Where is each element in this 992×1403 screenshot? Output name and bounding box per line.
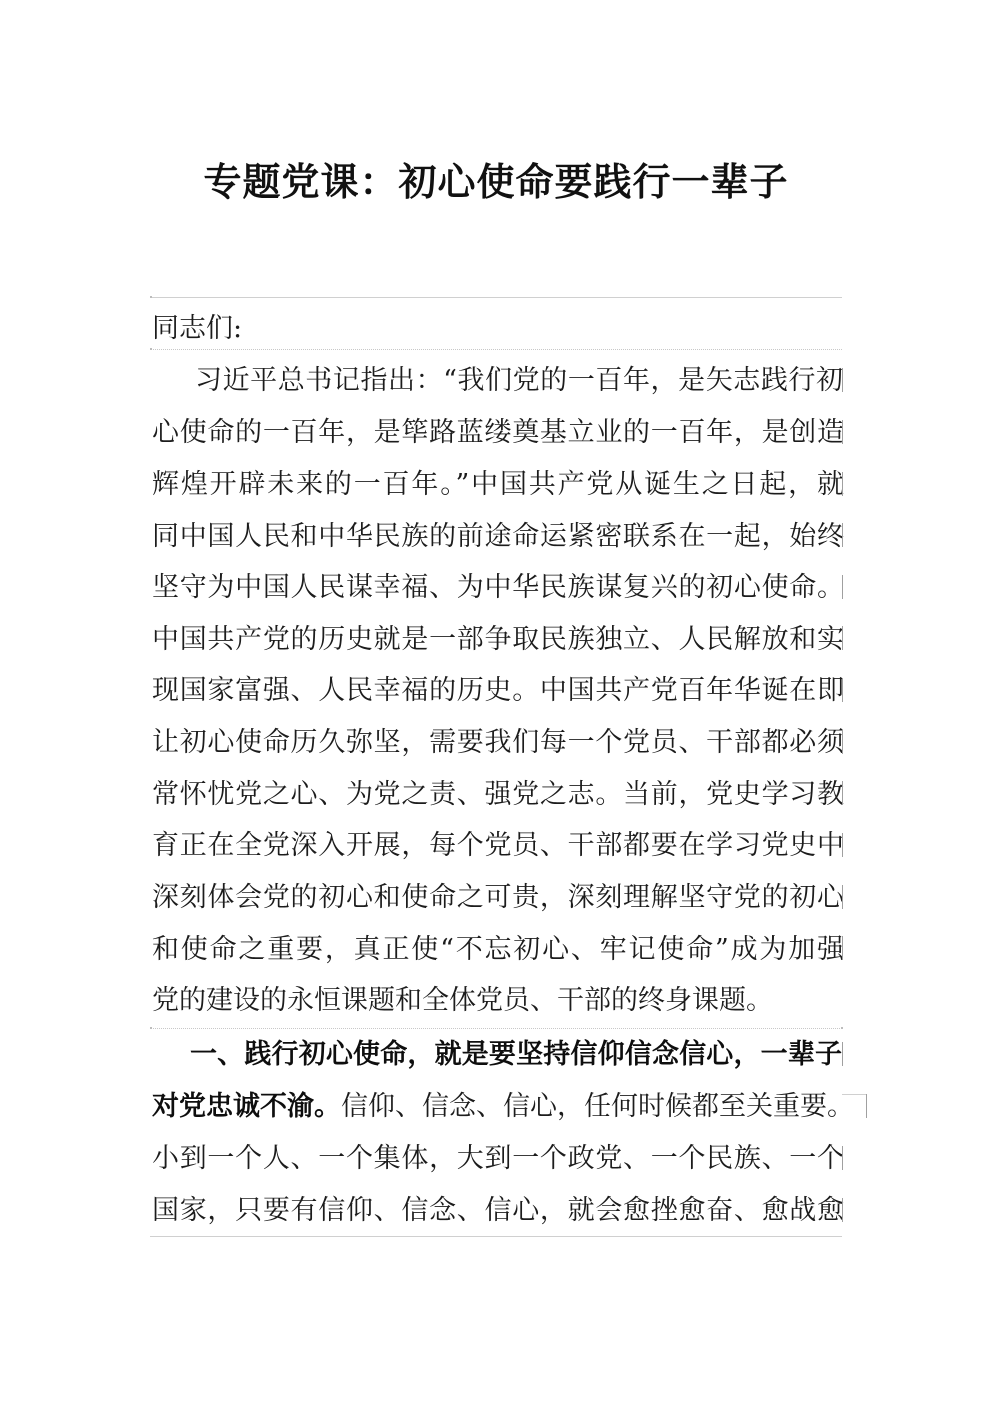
margin-dot bbox=[150, 348, 152, 350]
text-line: 坚守为中国人民谋幸福、为中华民族谋复兴的初心使命。 bbox=[152, 572, 844, 603]
line-end-marker bbox=[842, 833, 843, 857]
margin-dot bbox=[150, 1027, 152, 1029]
text-line: 深刻体会党的初心和使命之可贵，深刻理解坚守党的初心 bbox=[152, 882, 844, 913]
line-end-marker bbox=[842, 523, 843, 547]
text-line: 心使命的一百年，是筚路蓝缕奠基立业的一百年，是创造 bbox=[152, 417, 844, 448]
margin-dot bbox=[841, 1027, 843, 1029]
section-body-text: 信仰、信念、信心，任何时候都至关重要。 bbox=[341, 1091, 854, 1122]
text-line: 中国共产党的历史就是一部争取民族独立、人民解放和实 bbox=[152, 624, 844, 655]
greeting-text: 同志们: bbox=[152, 313, 243, 344]
section-heading-text: 一、践行初心使命，就是要坚持信仰信念信心，一辈子 bbox=[190, 1039, 842, 1070]
section-heading-line bbox=[190, 1030, 842, 1080]
text-line: 小到一个人、一个集体，大到一个政党、一个民族、一个 bbox=[152, 1143, 844, 1174]
text-line: 育正在全党深入开展，每个党员、干部都要在学习党史中 bbox=[152, 830, 844, 861]
line-end-marker bbox=[842, 420, 843, 444]
line-end-marker bbox=[842, 730, 843, 754]
line-end-marker bbox=[842, 936, 843, 960]
text-line: 习近平总书记指出：“我们党的一百年，是矢志践行初 bbox=[195, 365, 843, 396]
margin-dot bbox=[150, 296, 152, 298]
bottom-margin-rule bbox=[150, 1236, 842, 1237]
overflow-bracket bbox=[842, 1094, 866, 1095]
page-title: 专题党课：初心使命要践行一辈子 bbox=[203, 159, 789, 204]
line-end-marker bbox=[842, 626, 843, 650]
top-margin-rule bbox=[150, 297, 842, 298]
line-end-marker bbox=[842, 678, 843, 702]
text-line: 党的建设的永恒课题和全体党员、干部的终身课题。 bbox=[152, 985, 773, 1016]
line-end-marker bbox=[842, 781, 843, 805]
text-line: 常怀忧党之心、为党之责、强党之志。当前，党史学习教 bbox=[152, 779, 844, 810]
text-line: 和使命之重要，真正使“不忘初心、牢记使命”成为加强 bbox=[152, 934, 844, 965]
section-heading-bold-end: 对党忠诚不渝。 bbox=[152, 1091, 341, 1122]
line-end-marker bbox=[866, 1094, 867, 1118]
line-end-marker bbox=[842, 1146, 843, 1170]
greeting-separator bbox=[150, 349, 842, 350]
line-end-marker bbox=[842, 885, 843, 909]
line-end-marker bbox=[842, 472, 843, 496]
line-end-marker bbox=[842, 575, 843, 599]
text-line: 国家，只要有信仰、信念、信心，就会愈挫愈奋、愈战愈 bbox=[152, 1195, 844, 1226]
text-line: 同中国人民和中华民族的前途命运紧密联系在一起，始终 bbox=[152, 521, 844, 552]
line-end-marker bbox=[842, 1198, 843, 1222]
line-end-marker bbox=[842, 1042, 843, 1066]
text-line: 辉煌开辟未来的一百年。”中国共产党从诞生之日起，就 bbox=[152, 469, 844, 500]
line-end-marker bbox=[842, 368, 843, 392]
paragraph-separator bbox=[150, 1028, 842, 1029]
text-line: 现国家富强、人民幸福的历史。中国共产党百年华诞在即 bbox=[152, 675, 844, 706]
text-line: 让初心使命历久弥坚，需要我们每一个党员、干部都必须 bbox=[152, 727, 844, 758]
section-heading-line bbox=[152, 1082, 857, 1132]
